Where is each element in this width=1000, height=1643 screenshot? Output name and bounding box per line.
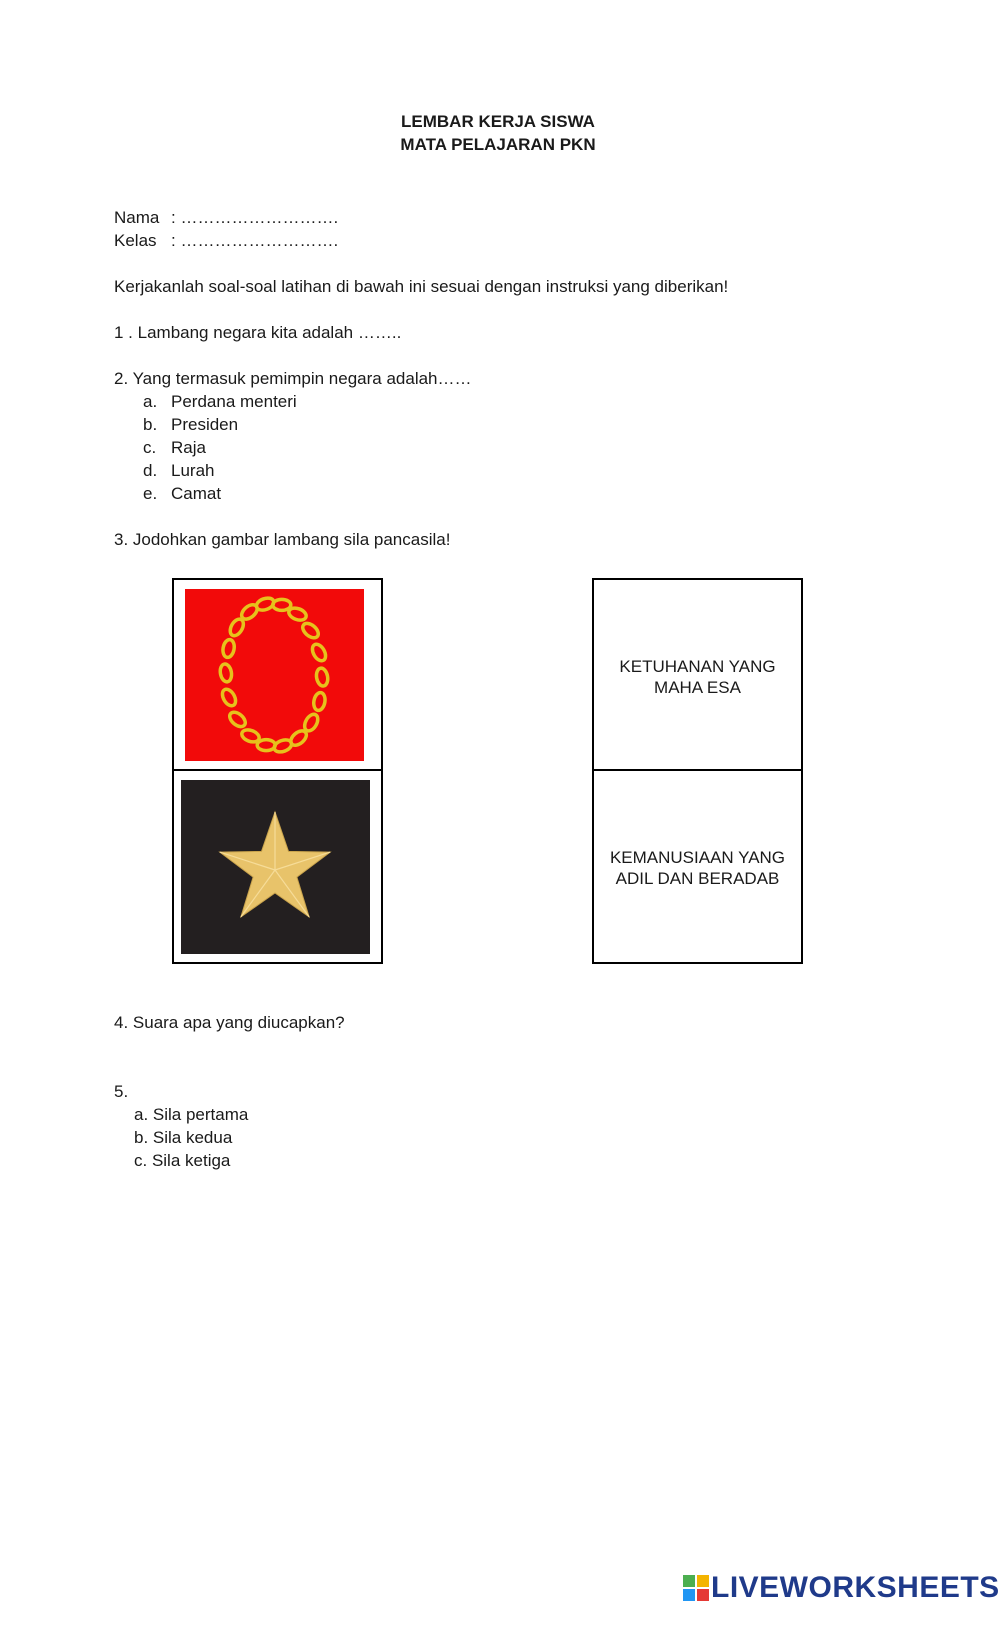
q5-option-a[interactable]: a. Sila pertama	[134, 1105, 249, 1124]
q2-option-b[interactable]	[143, 415, 238, 435]
option-letter: a.	[143, 392, 158, 411]
option-letter: d.	[143, 461, 158, 480]
star-icon	[181, 780, 370, 954]
question-3: 3. Jodohkan gambar lambang sila pancasila!	[114, 530, 451, 549]
option-label: Lurah	[171, 461, 215, 480]
matching-answer-1[interactable]	[592, 578, 803, 771]
question-1: 1 . Lambang negara kita adalah ……..	[114, 323, 402, 342]
q2-option-d[interactable]	[143, 461, 214, 481]
option-label: Perdana menteri	[171, 392, 297, 411]
matching-image-star[interactable]	[172, 769, 383, 964]
option-label: Presiden	[171, 415, 239, 434]
question-2: 2. Yang termasuk pemimpin negara adalah……	[114, 369, 472, 388]
matching-image-chain[interactable]	[172, 578, 383, 771]
q2-option-e[interactable]	[143, 484, 221, 504]
chain-icon	[185, 589, 364, 761]
q5-option-b[interactable]: b. Sila kedua	[134, 1128, 233, 1147]
kelas-field[interactable]: : ……………………….	[171, 231, 339, 250]
option-letter: e.	[143, 484, 158, 503]
subject-title: MATA PELAJARAN PKN	[400, 135, 596, 154]
answer-2-line1: KEMANUSIAAN YANG	[609, 848, 786, 867]
q2-option-c[interactable]	[143, 438, 206, 458]
q2-option-a[interactable]	[143, 392, 297, 412]
logo-icon	[683, 1575, 709, 1601]
worksheet-title: LEMBAR KERJA SISWA	[401, 112, 595, 131]
nama-label: Nama	[114, 208, 160, 227]
kelas-label: Kelas	[114, 231, 157, 250]
matching-answer-2[interactable]	[592, 769, 803, 964]
option-label: Camat	[171, 484, 222, 503]
answer-2-text	[594, 847, 801, 889]
nama-field[interactable]: : ……………………….	[171, 208, 339, 227]
instruction-text: Kerjakanlah soal-soal latihan di bawah ini sesuai dengan instruksi yang diberikan!	[114, 277, 729, 296]
answer-2-line2: ADIL DAN BERADAB	[615, 869, 780, 888]
answer-1-line1: KETUHANAN YANG	[619, 657, 776, 676]
chain-background	[185, 589, 364, 761]
answer-1-text	[594, 656, 801, 698]
question-5: 5.	[114, 1082, 129, 1101]
option-letter: b.	[143, 415, 158, 434]
answer-1-line2: MAHA ESA	[654, 678, 741, 697]
q5-option-c[interactable]: c. Sila ketiga	[134, 1151, 231, 1170]
question-4: 4. Suara apa yang diucapkan?	[114, 1013, 345, 1032]
option-letter: c.	[143, 438, 157, 457]
option-label: Raja	[171, 438, 206, 457]
liveworksheets-logo[interactable]	[683, 1571, 1000, 1605]
logo-text: LIVEWORKSHEETS	[711, 1571, 1000, 1604]
